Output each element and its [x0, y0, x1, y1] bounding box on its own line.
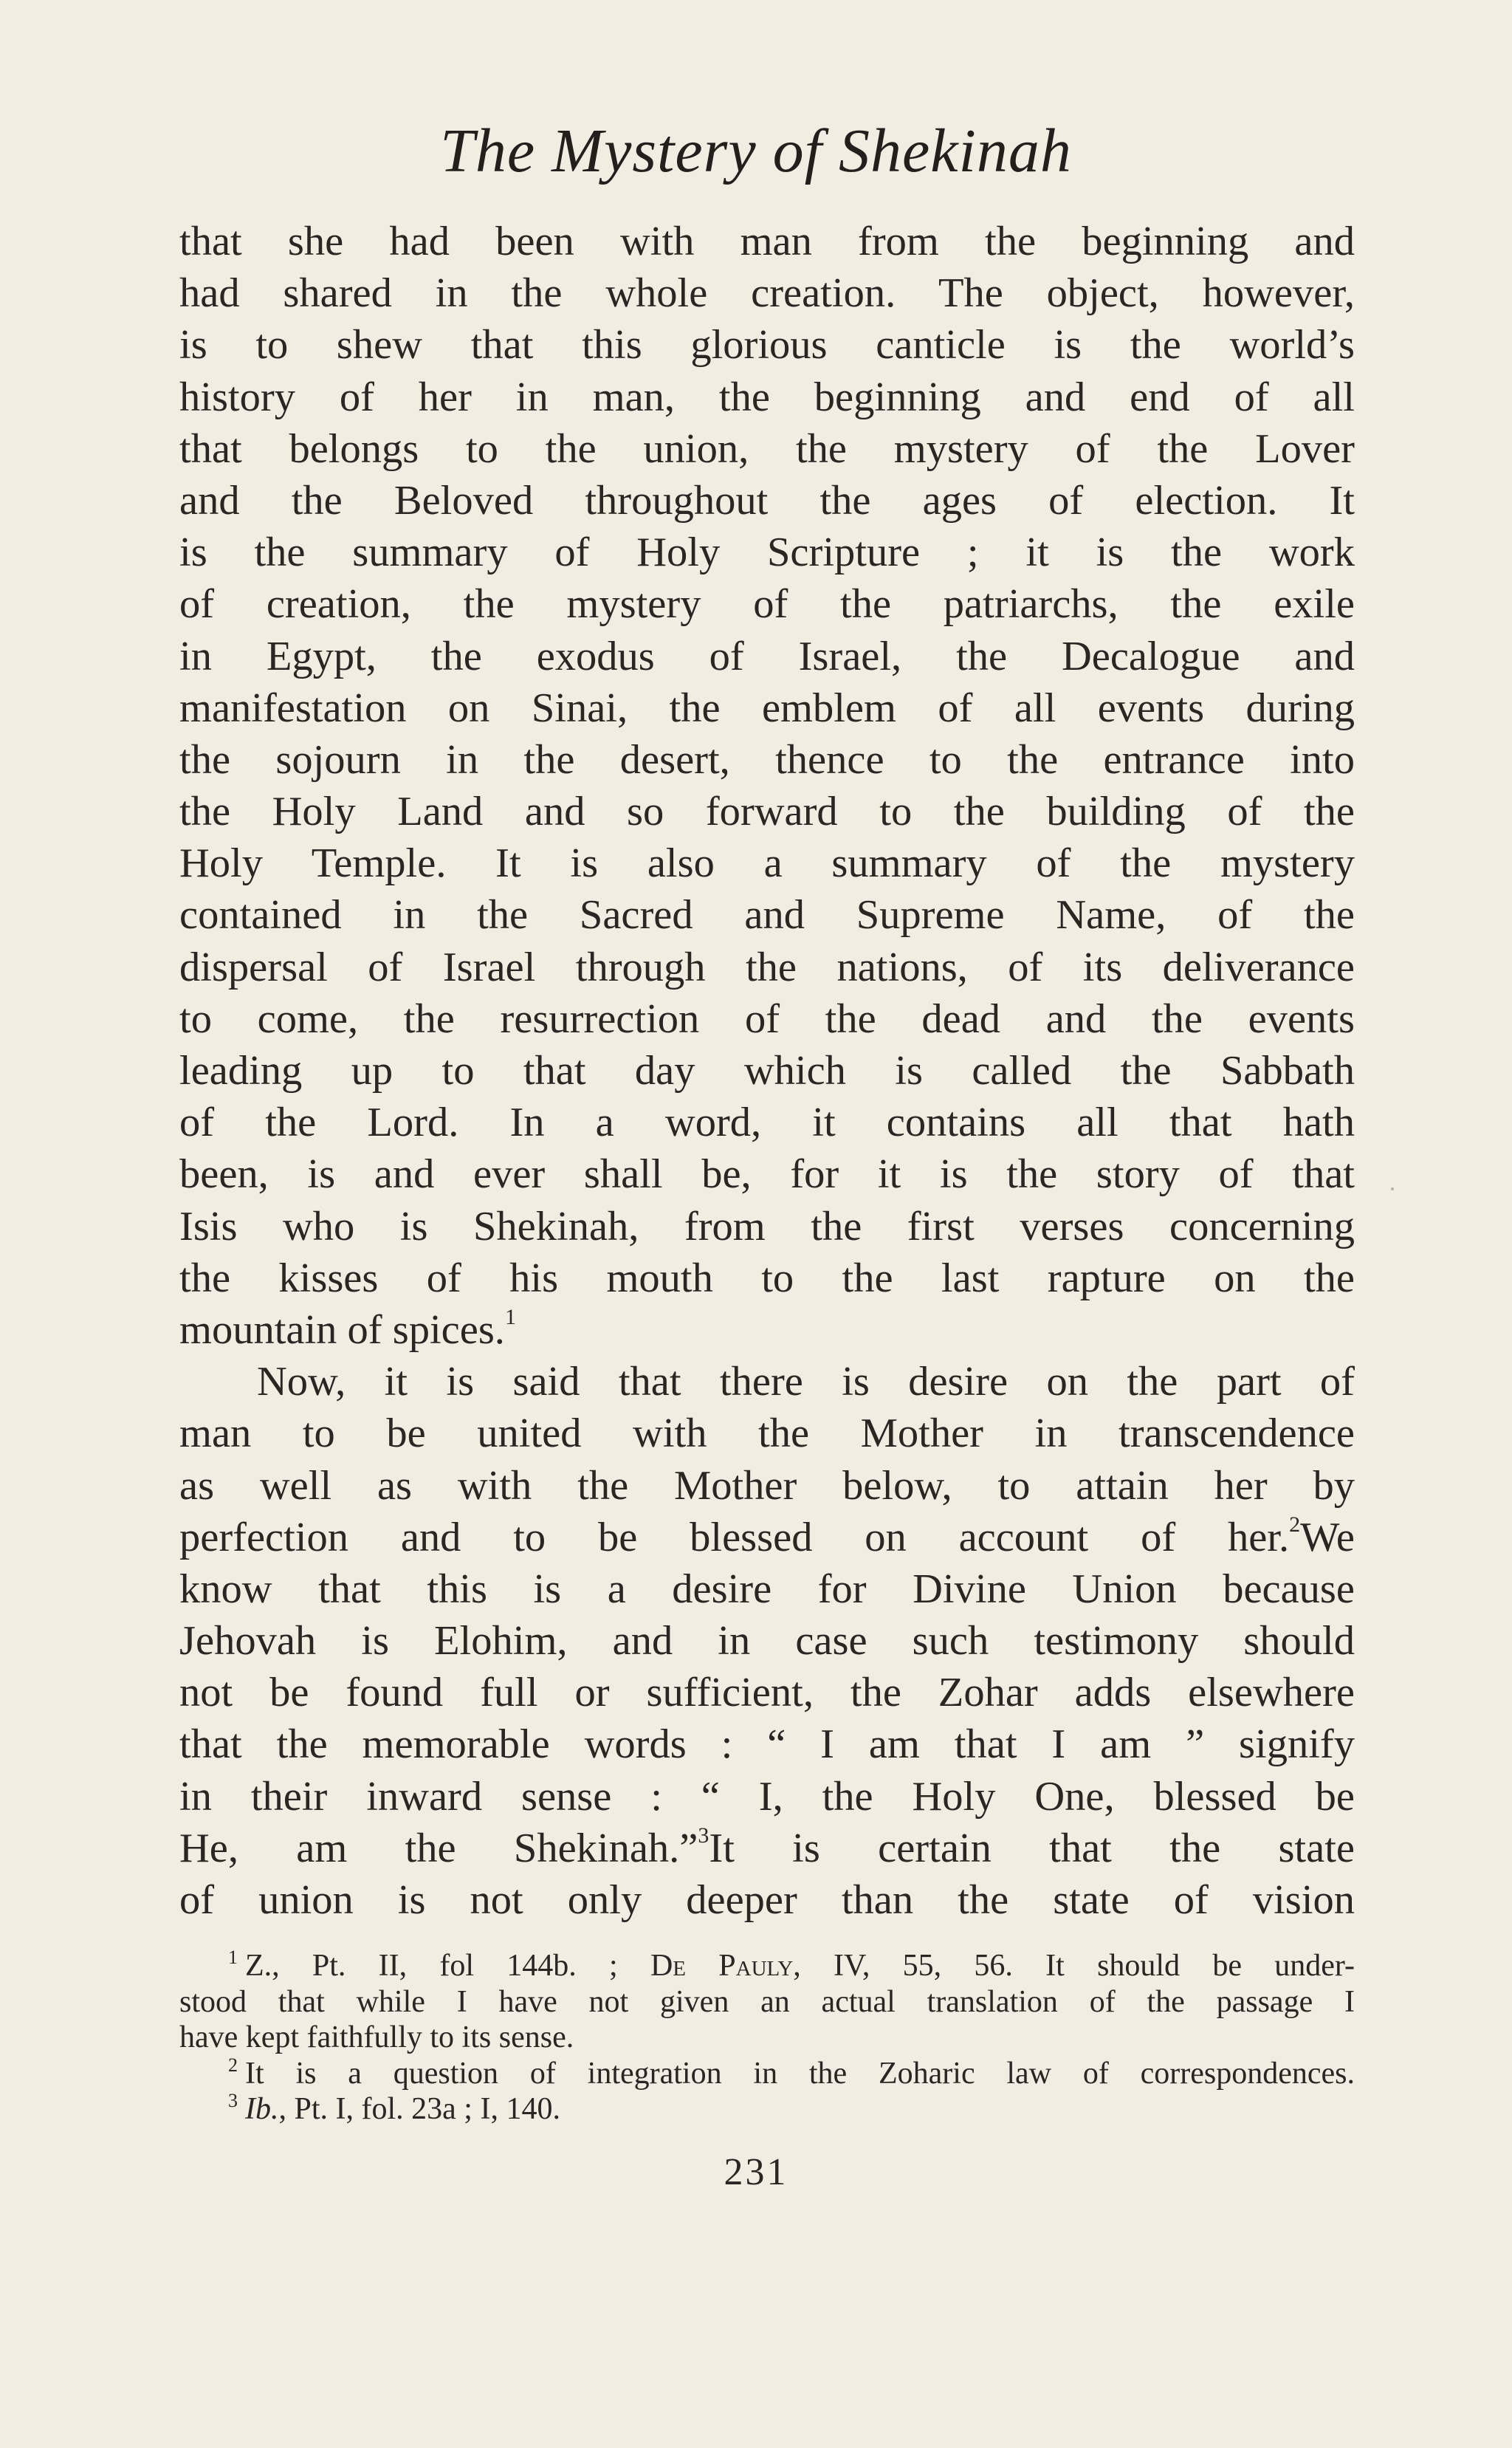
body-line: in their inward sense : “ I, the Holy One, blessed be [179, 1773, 1355, 1820]
body-line: that belongs to the union, the mystery of the Lover [179, 425, 1355, 472]
footnote-mark: 3 [228, 2090, 238, 2111]
footnote-mark: 2 [228, 2054, 238, 2076]
paragraph-first-line: Now, it is said that there is desire on the part of [257, 1359, 1355, 1405]
body-line-text: We [1300, 1514, 1355, 1560]
body-line [179, 1304, 1355, 1356]
body-line: Holy Temple. It is also a summary of the mystery [179, 840, 1355, 887]
body-line: man to be united with the Mother in transcendence [179, 1410, 1355, 1457]
body-line [179, 1823, 1355, 1874]
body-line: Jehovah is Elohim, and in case such testimony should [179, 1618, 1355, 1664]
author-name: De Pauly [650, 1949, 794, 1983]
body-line: had shared in the whole creation. The object, however, [179, 270, 1355, 317]
footnotes [179, 1948, 1355, 2128]
body-line: the Holy Land and so forward to the building of the [179, 789, 1355, 835]
body-line: the kisses of his mouth to the last rapture on the [179, 1255, 1355, 1301]
footnote-mark: 1 [228, 1947, 238, 1968]
body-line: the sojourn in the desert, thence to the entrance into [179, 736, 1355, 783]
footnote-ref: 1 [504, 1304, 516, 1329]
body-line [179, 1512, 1355, 1563]
body-line: of the Lord. In a word, it contains all that hath [179, 1100, 1355, 1146]
body-line: not be found full or sufficient, the Zohar adds elsewhere [179, 1670, 1355, 1716]
body-line: contained in the Sacred and Supreme Name, of the [179, 892, 1355, 939]
body-text [179, 216, 1355, 1926]
body-line: as well as with the Mother below, to attain her by [179, 1462, 1355, 1509]
body-line: that she had been with man from the beginning and [179, 219, 1355, 264]
body-line: and the Beloved throughout the ages of election. It [179, 477, 1355, 524]
print-speck [1391, 1187, 1394, 1190]
body-line-text: It is certain that the state [709, 1825, 1355, 1871]
body-line: is the summary of Holy Scripture ; it is the work [179, 529, 1355, 576]
running-head: The Mystery of Shekinah [440, 117, 1072, 185]
body-line: been, is and ever shall be, for it is the story of that [179, 1151, 1355, 1198]
footnote-3: $^3$ Ib., Pt. I, fol. 23a ; I, 140. [228, 2090, 560, 2126]
body-line-text: He, am the Shekinah.” [179, 1825, 698, 1871]
footnote-ref: 3 [698, 1823, 709, 1848]
body-line-text: mountain of spices. [179, 1306, 505, 1353]
body-line: in Egypt, the exodus of Israel, the Decalogue and [179, 633, 1355, 679]
body-line: leading up to that day which is called the Sabbath [179, 1048, 1355, 1094]
body-line-text: perfection and to be blessed on account of her. [179, 1514, 1290, 1560]
body-line: is to shew that this glorious canticle is the world’s [179, 322, 1355, 368]
body-line: history of her in man, the beginning and end of all [179, 374, 1355, 420]
footnote-1: $^1$ Z., Pt. II, fol 144b. ; De Pauly, IV, 55, 56. It should be under- [228, 1947, 1355, 1983]
body-line: that the memorable words : “ I am that I am ” signify [179, 1721, 1355, 1768]
footnote-2: $^2$ It is a question of integration in the Zoharic law of correspondences. [228, 2054, 1355, 2091]
page-number: 231 [724, 2151, 788, 2193]
footnote-ref: 2 [1289, 1512, 1301, 1537]
body-line: of union is not only deeper than the state of vision [179, 1877, 1355, 1923]
body-line: of creation, the mystery of the patriarchs, the exile [179, 581, 1355, 628]
body-line: dispersal of Israel through the nations, of its deliverance [179, 944, 1355, 990]
body-line: know that this is a desire for Divine Union because [179, 1566, 1355, 1612]
body-line: manifestation on Sinai, the emblem of all events during [179, 685, 1355, 731]
footnote-1-continued: have kept faithfully to its sense. [179, 2020, 574, 2054]
body-line: Isis who is Shekinah, from the first verses concerning [179, 1203, 1355, 1249]
footnote-1-continued: stood that while I have not given an actual translation of the passage I [179, 1984, 1355, 2019]
body-line: to come, the resurrection of the dead and the events [179, 995, 1355, 1042]
